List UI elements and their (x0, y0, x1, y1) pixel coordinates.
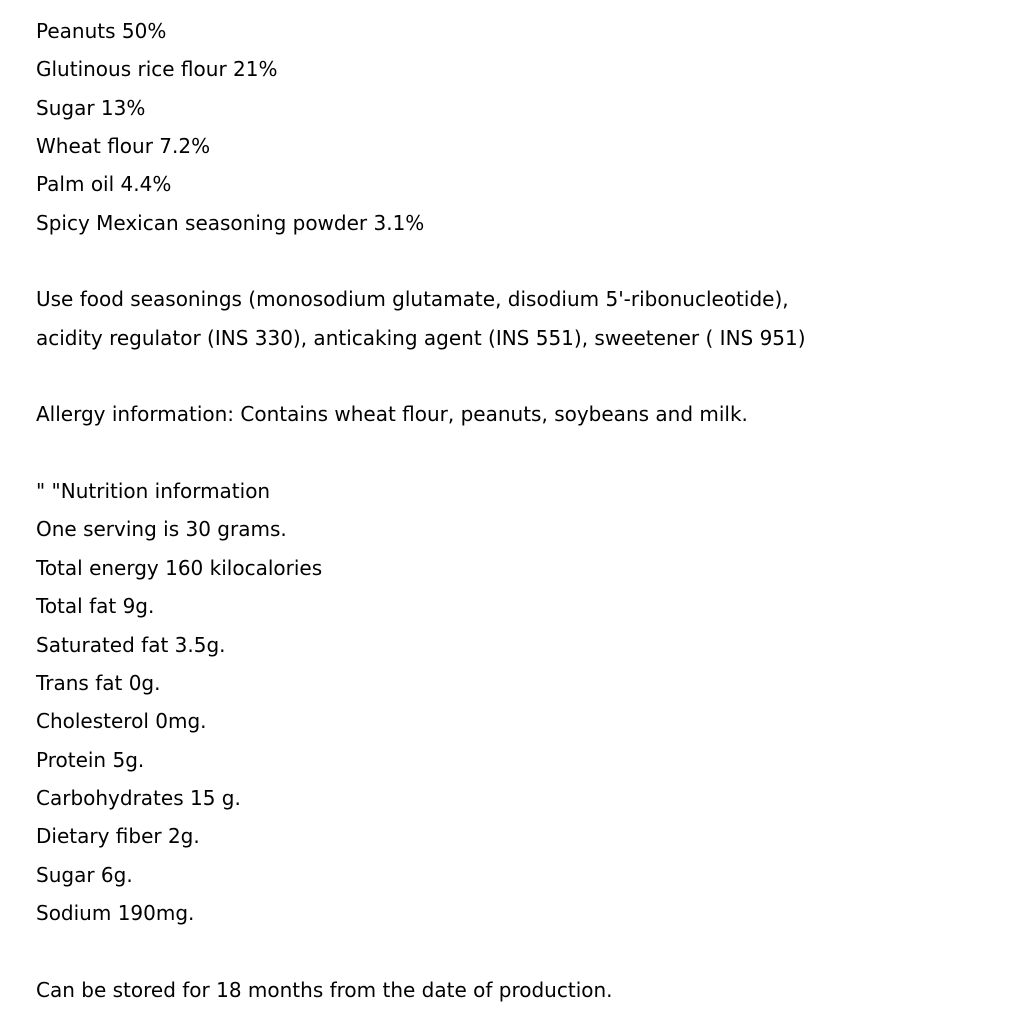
nutrition-item: Total fat 9g. (36, 594, 155, 619)
ingredients-list (36, 12, 1004, 242)
spacer (36, 357, 1004, 395)
nutrition-item: Trans fat 0g. (36, 670, 161, 695)
additives-line: Use food seasonings (monosodium glutamate, disodium 5'-ribonucleotide), (36, 287, 789, 312)
spacer (36, 242, 1004, 280)
additives-paragraph (36, 280, 1004, 357)
spacer (36, 434, 1004, 472)
ingredient-line: Glutinous rice flour 21% (36, 57, 278, 82)
nutrition-information (36, 472, 1004, 932)
nutrition-item: Protein 5g. (36, 747, 145, 772)
product-label-text (36, 12, 1004, 1009)
nutrition-item: Dietary fiber 2g. (36, 824, 200, 849)
additives-line: acidity regulator (INS 330), anticaking agent (INS 551), sweetener ( INS 951) (36, 325, 806, 350)
nutrition-item: Sugar 6g. (36, 862, 133, 887)
storage-information: Can be stored for 18 months from the date of production. (36, 977, 613, 1002)
spacer (36, 932, 1004, 970)
nutrition-item: Cholesterol 0mg. (36, 709, 207, 734)
nutrition-item: One serving is 30 grams. (36, 517, 287, 542)
ingredient-line: Wheat flour 7.2% (36, 134, 211, 159)
ingredient-line: Peanuts 50% (36, 19, 167, 43)
nutrition-item: Total energy 160 kilocalories (36, 555, 323, 580)
nutrition-item: Sodium 190mg. (36, 900, 195, 925)
allergy-information: Allergy information: Contains wheat flour, peanuts, soybeans and milk. (36, 402, 748, 427)
nutrition-item: Carbohydrates 15 g. (36, 785, 241, 810)
nutrition-heading: " "Nutrition information (36, 479, 271, 504)
nutrition-item: Saturated fat 3.5g. (36, 632, 226, 657)
ingredient-line: Palm oil 4.4% (36, 172, 172, 197)
ingredient-line: Spicy Mexican seasoning powder 3.1% (36, 210, 425, 235)
ingredient-line: Sugar 13% (36, 95, 146, 120)
